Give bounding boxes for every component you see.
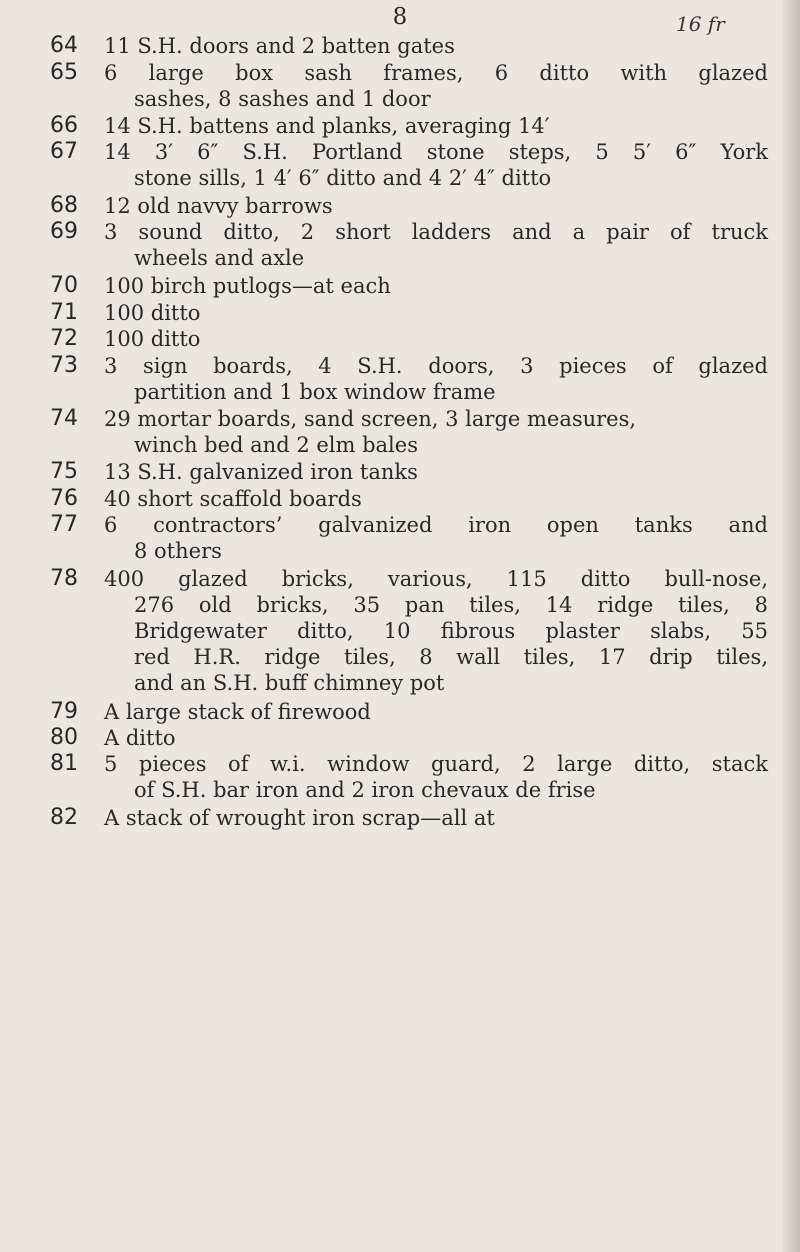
lot-description [104, 566, 768, 696]
lot-number: 80 [50, 725, 78, 750]
lot-number: 65 [50, 60, 78, 85]
lot-description [104, 751, 768, 803]
lot-description [104, 113, 768, 139]
lot-number: 79 [50, 699, 78, 724]
lot-number: 75 [50, 459, 78, 484]
description-line: 100 ditto [104, 327, 201, 351]
description-line: A stack of wrought iron scrap—all at [104, 806, 495, 830]
description-line: 5 pieces of w.i. window guard, 2 large ditto, stack [104, 752, 768, 776]
description-line: 13 S.H. galvanized iron tanks [104, 460, 418, 484]
description-line: 6 contractors’ galvanized iron open tanks and [104, 513, 768, 537]
description-line: A ditto [104, 726, 176, 750]
description-line: 14 S.H. battens and planks, averaging 14′ [104, 114, 550, 138]
lot-description [104, 353, 768, 405]
lot-number: 74 [50, 406, 78, 431]
description-line: 8 others [134, 539, 222, 563]
lot-number: 82 [50, 805, 78, 830]
description-line: Bridgewater ditto, 10 fibrous plaster slabs, 55 [134, 619, 768, 643]
lot-description [104, 33, 768, 59]
description-line: 40 short scaffold boards [104, 487, 362, 511]
description-line: stone sills, 1 4′ 6″ ditto and 4 2′ 4″ ditto [134, 166, 552, 190]
description-line: 12 old navvy barrows [104, 194, 333, 218]
description-line: winch bed and 2 elm bales [134, 433, 418, 457]
lot-description [104, 219, 768, 271]
description-line: 3 sign boards, 4 S.H. doors, 3 pieces of glazed [104, 354, 768, 378]
lot-description [104, 486, 768, 512]
lot-number: 76 [50, 486, 78, 511]
lot-number: 68 [50, 193, 78, 218]
lot-number: 81 [50, 751, 78, 776]
handwritten-annotation: 16 fr [676, 12, 725, 36]
description-line: 11 S.H. doors and 2 batten gates [104, 34, 455, 58]
lot-description [104, 273, 768, 299]
description-line: 276 old bricks, 35 pan tiles, 14 ridge tiles, 8 [134, 593, 768, 617]
lot-number: 70 [50, 273, 78, 298]
lot-number: 69 [50, 219, 78, 244]
description-line: 29 mortar boards, sand screen, 3 large measures, [104, 407, 637, 431]
description-line: 100 ditto [104, 301, 201, 325]
lot-number: 78 [50, 566, 78, 591]
description-line: 100 birch putlogs—at each [104, 274, 391, 298]
lot-number: 66 [50, 113, 78, 138]
description-line: 3 sound ditto, 2 short ladders and a pair of truck [104, 220, 768, 244]
lot-number: 72 [50, 326, 78, 351]
lot-description [104, 193, 768, 219]
description-line: sashes, 8 sashes and 1 door [134, 87, 431, 111]
lot-number: 64 [50, 33, 78, 58]
description-line: red H.R. ridge tiles, 8 wall tiles, 17 drip tiles, [134, 645, 768, 669]
description-line: and an S.H. buff chimney pot [134, 671, 445, 695]
description-line: partition and 1 box window frame [134, 380, 496, 404]
lot-description [104, 326, 768, 352]
description-line: 6 large box sash frames, 6 ditto with glazed [104, 61, 768, 85]
description-line: 14 3′ 6″ S.H. Portland stone steps, 5 5′ 6″ York [104, 140, 768, 164]
lot-description [104, 459, 768, 485]
lot-number: 67 [50, 139, 78, 164]
lot-description [104, 406, 768, 458]
description-line: 400 glazed bricks, various, 115 ditto bull-nose, [104, 567, 768, 591]
description-line: A large stack of firewood [104, 700, 371, 724]
lot-number: 71 [50, 300, 78, 325]
lot-description [104, 300, 768, 326]
lot-description [104, 805, 768, 831]
lot-description [104, 60, 768, 112]
page-number: 8 [392, 4, 408, 30]
lot-description [104, 699, 768, 725]
lot-description [104, 725, 768, 751]
lot-number: 77 [50, 512, 78, 537]
page-edge [782, 0, 800, 1252]
lot-number: 73 [50, 353, 78, 378]
lot-description [104, 139, 768, 191]
lot-description [104, 512, 768, 564]
description-line: wheels and axle [134, 246, 305, 270]
description-line: of S.H. bar iron and 2 iron chevaux de frise [134, 778, 596, 802]
